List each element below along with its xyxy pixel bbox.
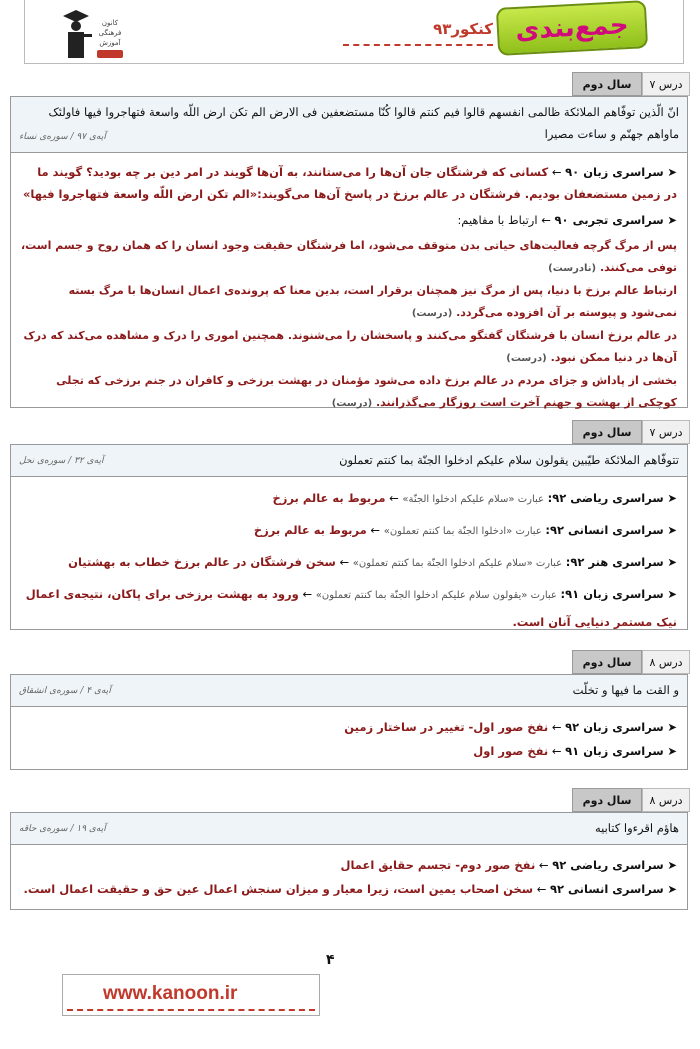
list-item: ➤ سراسری زبان ۹۱: عبارت «یقولون سلام علیکم ادخلوا الجنّة بما کنتم تعملون» ← ورود به بهشت برزخی برای پاکان، نتیجه‌ی اعمال نیک مستمر دنیایی آنان است. (25, 587, 677, 629)
year-label: سال دوم (572, 420, 642, 444)
verse-text: تتوفّاهم الملائکة طیّبین یقولون سلام علیکم ادخلوا الجنّة بما کنتم تعملون (339, 453, 679, 467)
footer-url-link[interactable]: www.kanoon.ir (103, 983, 238, 1004)
concept-paragraph: ارتباط عالم برزخ با دنیا، پس از مرگ نیز همچنان برقرار است، بدین معنا که پرونده‌ی اعمال انسان‌ها با مرگ بسته نمی‌شود و پیوسته بر آن افزوده می‌گردد. (درست) (68, 284, 677, 319)
items-list (11, 153, 687, 423)
year-label: سال دوم (572, 788, 642, 812)
logo-text: کانون فرهنگی آموزش (98, 19, 122, 47)
page-number: ۴ (326, 952, 335, 968)
footer-divider (67, 1009, 315, 1011)
answer-note: (درست) (331, 398, 373, 409)
lesson-tag (572, 650, 690, 674)
list-item: ➤ سراسری انسانی ۹۲: عبارت «ادخلوا الجنّة بما کنتم تعملون» ← مربوط به عالم برزخ (253, 523, 677, 537)
kanoon-logo (55, 4, 130, 62)
item-text: کسانی که فرشتگان جان آن‌ها را می‌ستانند، به آن‌ها گویند در امر دین بر چه بودید؟ گویند ما در زمین مستضعفان بودیم. فرشتگان در عالم برزخ در پاسخ آن‌ها می‌گویند:«الم تکن ارض اللّه واسعة فتهاجروا فیها» (22, 165, 677, 201)
section-card (10, 812, 688, 910)
list-item: ➤ سراسری ریاضی ۹۲: عبارت «سلام علیکم ادخلوا الجنّة» ← مربوط به عالم برزخ (272, 491, 677, 505)
lesson-label: درس ۸ (642, 650, 690, 674)
concept-paragraph: بخشی از پاداش و جزای مردم در عالم برزخ داده می‌شود مؤمنان در بهشت برزخی و کافران در جنم برزخی که تجلی کوچکی از بهشت و جهنم آخرت است روزگار می‌گذرانند. (درست) (56, 374, 677, 409)
footer-box (62, 974, 320, 1016)
lesson-label: درس ۸ (642, 788, 690, 812)
section-card (10, 96, 688, 408)
answer-note: (نادرست) (548, 263, 597, 274)
section-card (10, 444, 688, 630)
list-item: ➤ سراسری زبان ۹۰ ← کسانی که فرشتگان جان آن‌ها را می‌ستانند، به آن‌ها گویند در امر دین بر چه بودید؟ گویند ما در زمین مستضعفان بودیم. فرشتگان در عالم برزخ در پاسخ آن‌ها می‌گویند:«الم تکن ارض اللّه واسعة فتهاجروا فیها» (22, 165, 677, 201)
exam-subtitle: کنکور۹۳ (433, 20, 493, 38)
concept-paragraph: پس از مرگ گرچه فعالیت‌های حیاتی بدن متوقف می‌شود، اما فرشتگان حقیقت وجود انسان را که همان روح و جسم است، توفی می‌کنند. (نادرست) (20, 239, 677, 274)
year-label: سال دوم (572, 72, 642, 96)
list-item: ➤ سراسری هنر ۹۲: عبارت «سلام علیکم ادخلوا الجنّة بما کنتم تعملون» ← سخن فرشتگان در عالم برزخ خطاب به بهشتیان (68, 555, 677, 569)
verse-box (11, 97, 687, 153)
title-badge (496, 0, 648, 56)
section-card (10, 674, 688, 770)
verse-text: انّ الّذین توفّاهم الملائکة ظالمی انفسهم قالوا فیم کنتم قالوا کُنّا مستضعفین فی الارض الم تکن ارض اللّه واسعة فتهاجروا فیها فاولئک ماواهم جهنّم و ساءت مصیرا (48, 105, 679, 141)
lesson-label: درس ۷ (642, 420, 690, 444)
year-label: سال دوم (572, 650, 642, 674)
verse-text: هاؤم اقرءوا کتابیه (594, 821, 679, 835)
answer-note: (درست) (506, 353, 547, 364)
concept-paragraph: در عالم برزخ انسان با فرشتگان گفتگو می‌کنند و پاسخشان را می‌شنوند. همچنین اموری را درک و مشاهده می‌کند که درک آن‌ها در دنیا ممکن نبود. (درست) (23, 329, 677, 364)
list-item: ➤ سراسری ریاضی ۹۲ ← نفخ صور دوم- تجسم حقایق اعمال (340, 858, 677, 872)
verse-box (11, 445, 687, 477)
verse-reference: آیه‌ی ۹۷ / سوره‌ی نساء (19, 132, 106, 142)
verse-reference: آیه‌ی ۳۲ / سوره‌ی نحل (19, 456, 104, 466)
list-item: ➤ سراسری زبان ۹۱ ← نفخ صور اول (473, 744, 677, 758)
page-header (24, 0, 684, 64)
list-item: ➤ سراسری زبان ۹۲ ← نفخ صور اول- تغییر در ساختار زمین (344, 720, 677, 734)
items-list (11, 477, 687, 647)
lesson-tag (572, 788, 690, 812)
logo-red-mark (97, 50, 123, 58)
answer-note: (درست) (411, 308, 453, 319)
item-label: سراسری زبان ۹۰ (565, 165, 664, 179)
graduate-figure-icon (59, 8, 93, 60)
title-badge-text: جمع‌بندی (514, 10, 630, 46)
lesson-tag (572, 420, 690, 444)
verse-reference: آیه‌ی ۱۹ / سوره‌ی حاقه (19, 824, 106, 834)
item-text: ارتباط با مفاهیم: (457, 213, 538, 227)
lesson-label: درس ۷ (642, 72, 690, 96)
list-item: ➤ سراسری انسانی ۹۲ ← سخن اصحاب یمین است، زیرا معیار و میزان سنجش اعمال عین حق و حقیقت اعمال است. (23, 882, 677, 896)
lesson-tag (572, 72, 690, 96)
subtitle-divider (343, 44, 493, 46)
items-list (11, 707, 687, 771)
verse-box (11, 813, 687, 845)
list-item: ➤ سراسری تجربی ۹۰ ← ارتباط با مفاهیم: (457, 213, 677, 227)
verse-text: و القت ما فیها و تخلّت (572, 683, 679, 697)
verse-box (11, 675, 687, 707)
items-list (11, 845, 687, 909)
item-label: سراسری تجربی ۹۰ (554, 213, 664, 227)
verse-reference: آیه‌ی ۴ / سوره‌ی انشقاق (19, 686, 111, 696)
